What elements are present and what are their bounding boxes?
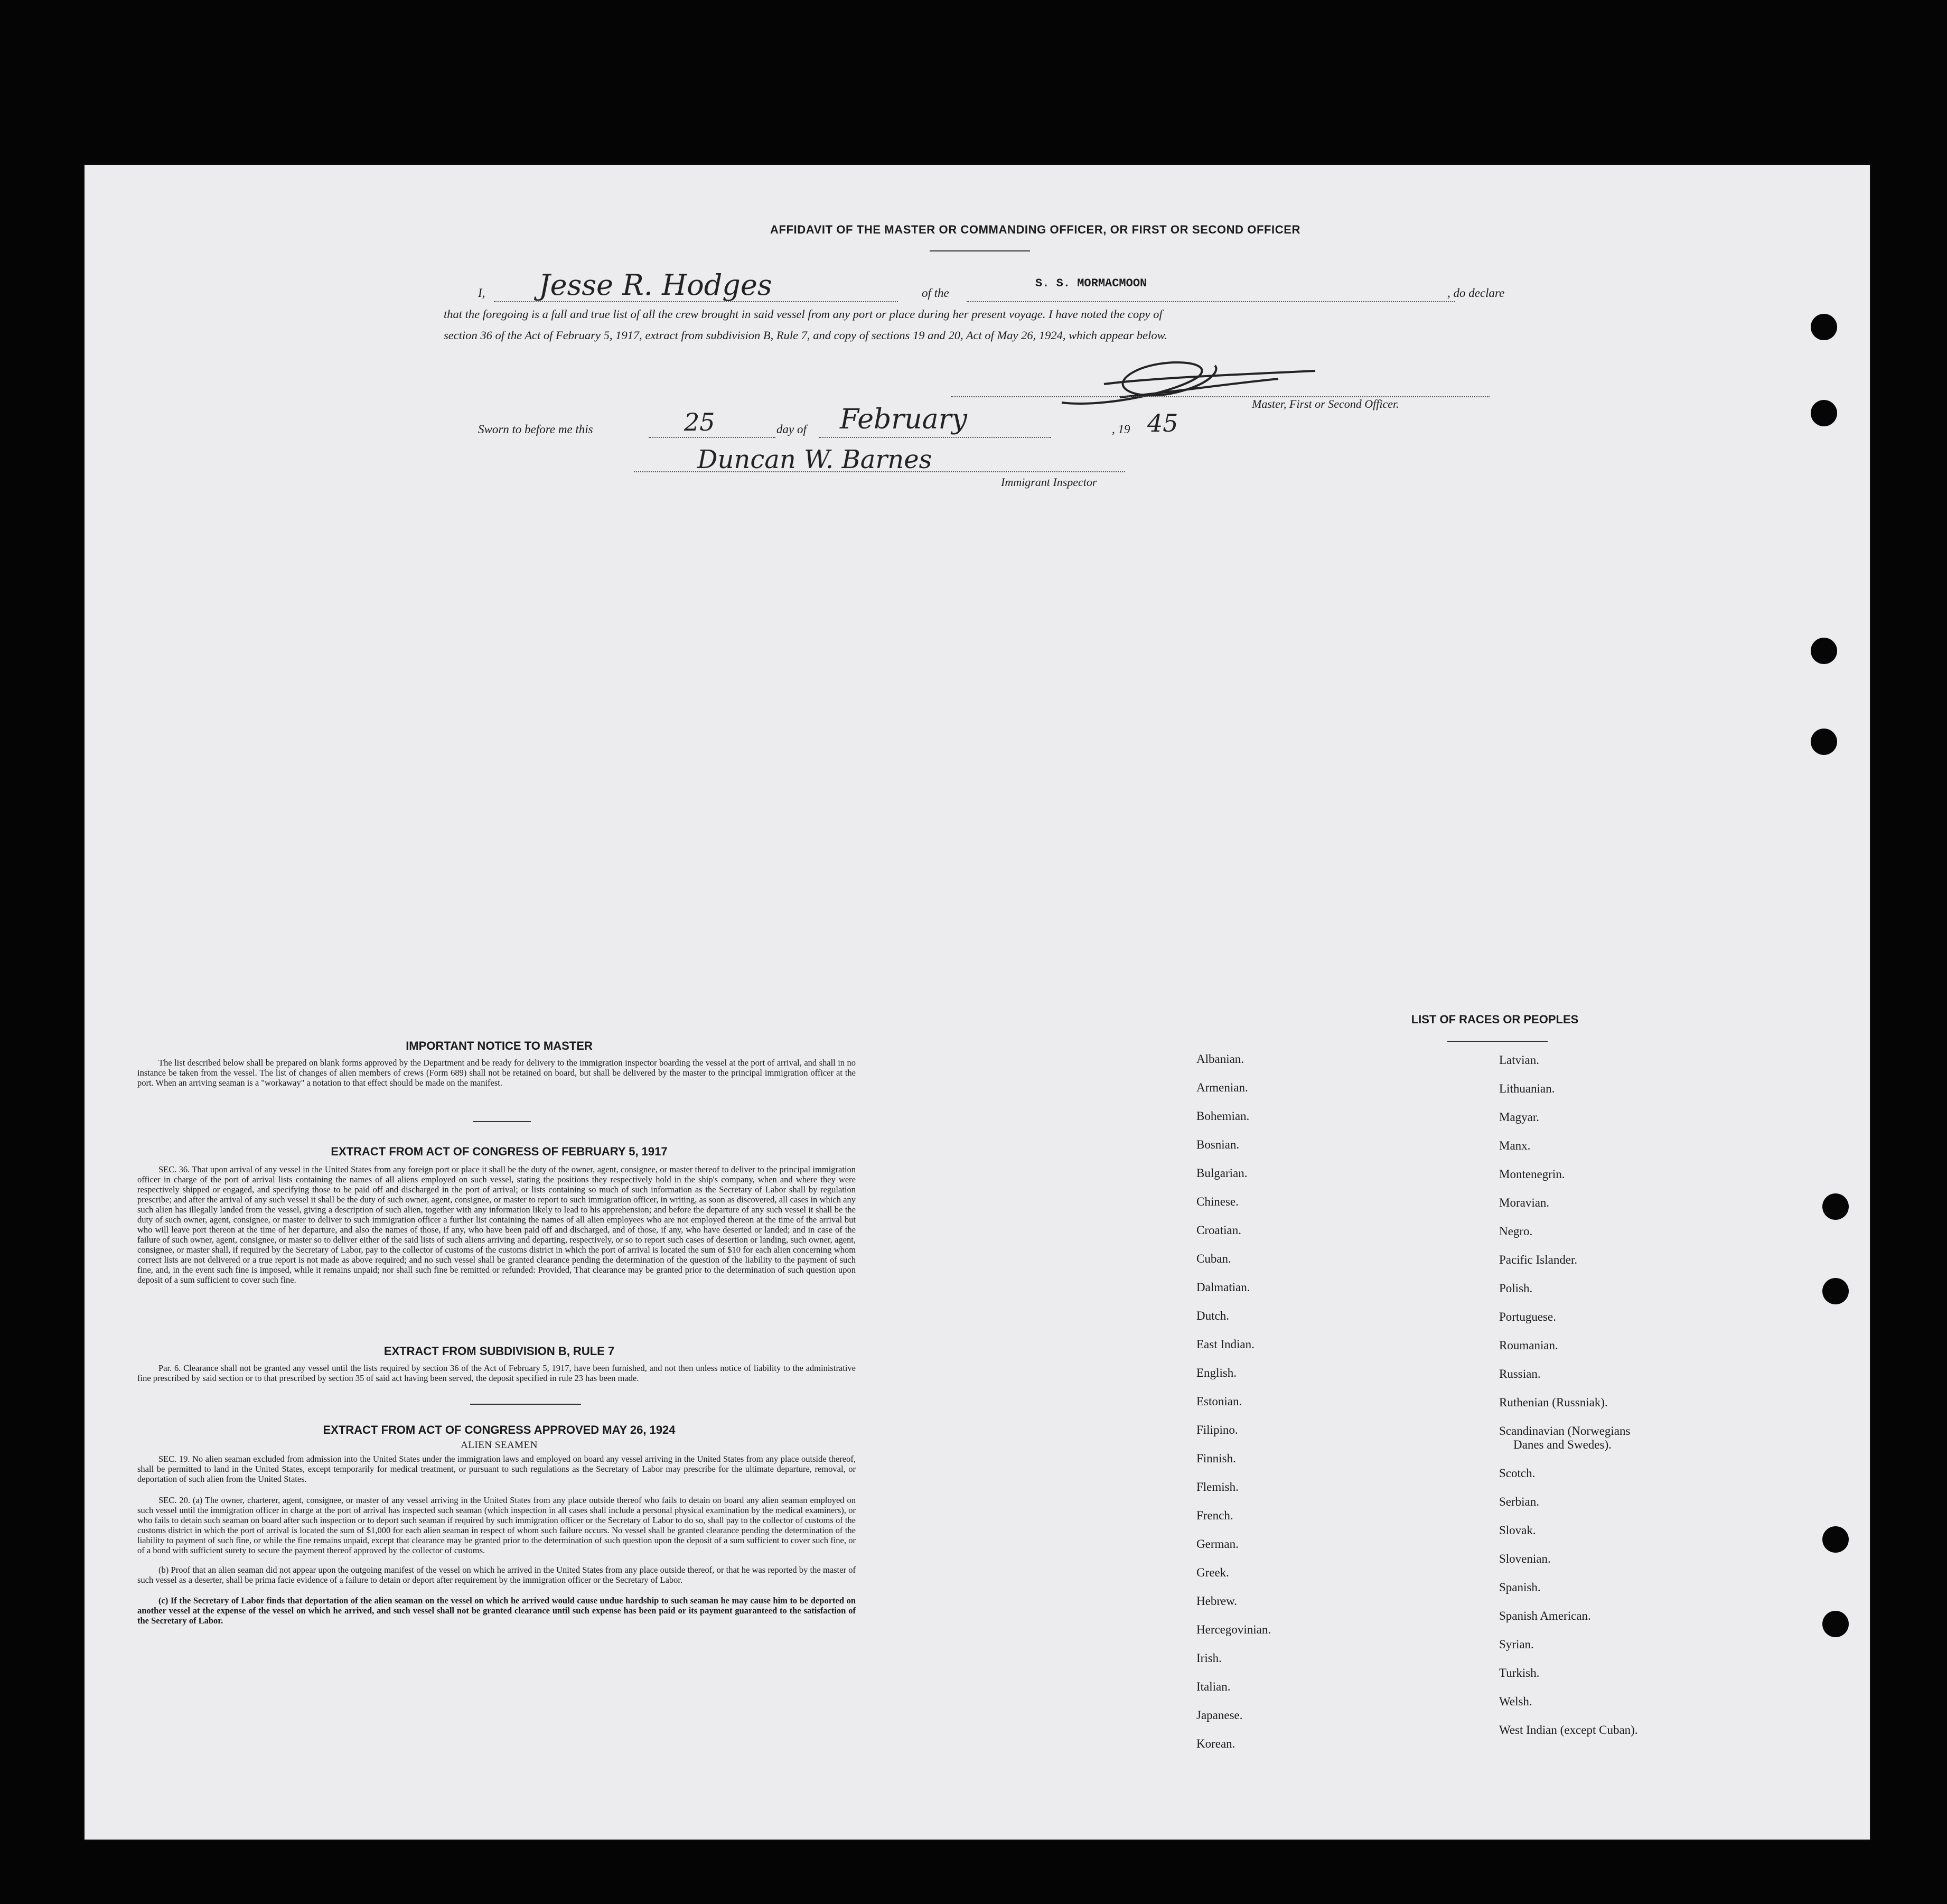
race-right-item: Serbian. xyxy=(1499,1495,1540,1508)
binder-hole xyxy=(1822,1611,1849,1637)
race-right-item: Latvian. xyxy=(1499,1053,1539,1067)
i-label: I, xyxy=(478,286,485,300)
inspector-signature: Duncan W. Barnes xyxy=(697,445,932,474)
year-prefix: , 19 xyxy=(1112,423,1130,436)
affidavit-title: AFFIDAVIT OF THE MASTER OR COMMANDING OFFICER, OR FIRST OR SECOND OFFICER xyxy=(770,223,1301,236)
master-signature-line xyxy=(951,396,1490,397)
rule-7-title: EXTRACT FROM SUBDIVISION B, RULE 7 xyxy=(383,1345,615,1358)
race-left-item: Cuban. xyxy=(1196,1252,1231,1265)
vessel-line xyxy=(967,301,1455,302)
of-the-label: of the xyxy=(922,286,949,300)
rule-7-text: Par. 6. Clearance shall not be granted any vessel until the lists required by section 36 of the Act of February 5, 1917, have been furnished, and not then unless notice of liability to the administrative fine prescribed by said section or to that prescribed by section 35 of said act having been served, the deposit specified in rule 23 has been made. xyxy=(137,1363,856,1383)
race-left-item: Japanese. xyxy=(1196,1709,1243,1722)
race-right-item: Slovenian. xyxy=(1499,1552,1551,1565)
race-left-item: Flemish. xyxy=(1196,1480,1239,1494)
declare-label: , do declare xyxy=(1447,286,1505,300)
race-left-item: Filipino. xyxy=(1196,1423,1238,1436)
race-left-item: French. xyxy=(1196,1509,1233,1522)
race-left-item: Bohemian. xyxy=(1196,1109,1250,1123)
master-name-signature: Jesse R. Hodges xyxy=(539,268,772,302)
race-right-item: Negro. xyxy=(1499,1225,1533,1238)
sworn-day-line xyxy=(649,437,775,438)
race-left-item: Italian. xyxy=(1196,1680,1231,1693)
race-right-item: Portuguese. xyxy=(1499,1310,1556,1323)
declaration-line-2: that the foregoing is a full and true list of all the crew brought in said vessel from any port or place during her present voyage. I have noted the copy of xyxy=(444,307,1163,321)
extract-1924-sec-19: SEC. 19. No alien seaman excluded from admission into the United States under the immigration laws and employed on board any vessel arriving in the United States from any place outside thereof, shall be permitted to land in the United States, except temporarily for medical treatment, or pursuant to such regulations as the Secretary of Labor may prescribe for the ultimate departure, removal, or deportation of such alien from the United States. xyxy=(137,1454,856,1484)
race-left-item: Bulgarian. xyxy=(1196,1166,1248,1180)
race-left-item: Dutch. xyxy=(1196,1309,1229,1322)
race-left-item: East Indian. xyxy=(1196,1338,1255,1351)
race-right-item: Scandinavian (Norwegians xyxy=(1499,1424,1631,1438)
extract-1924-sec-20c: (c) If the Secretary of Labor finds that deportation of the alien seaman on the vessel on which he arrived would cause undue hardship to such seaman he may cause him to be deported on another vessel at the expense of the vessel on which he arrived, and such vessel shall not be granted clearance until such expense has been paid or its payment guaranteed to the satisfaction of the Secretary of Labor. xyxy=(137,1595,856,1626)
race-right-item: Russian. xyxy=(1499,1367,1541,1380)
race-right-item: Welsh. xyxy=(1499,1695,1532,1708)
binder-hole xyxy=(1811,314,1837,340)
races-title: LIST OF RACES OR PEOPLES xyxy=(1411,1013,1579,1026)
race-right-item: Pacific Islander. xyxy=(1499,1253,1578,1266)
binder-hole xyxy=(1811,400,1837,426)
race-left-item: Hercegovinian. xyxy=(1196,1623,1271,1636)
race-left-item: Estonian. xyxy=(1196,1395,1242,1408)
sworn-month: February xyxy=(840,404,967,435)
race-right-item: Danes and Swedes). xyxy=(1513,1438,1612,1451)
race-right-item: Spanish. xyxy=(1499,1581,1541,1594)
races-divider xyxy=(1447,1041,1548,1042)
race-left-item: English. xyxy=(1196,1366,1237,1379)
title-divider xyxy=(930,250,1030,251)
document-page xyxy=(85,165,1870,1840)
race-right-item: Syrian. xyxy=(1499,1638,1534,1651)
race-right-item: Magyar. xyxy=(1499,1110,1540,1124)
binder-hole xyxy=(1811,729,1837,755)
extract-1917-title: EXTRACT FROM ACT OF CONGRESS OF FEBRUARY 5, 1917 xyxy=(331,1145,668,1158)
year-suffix: 45 xyxy=(1147,409,1178,437)
sworn-label: Sworn to before me this xyxy=(478,423,593,436)
extract-1924-sec-20a: SEC. 20. (a) The owner, charterer, agent, consignee, or master of any vessel arriving in the United States from any place outside thereof who fails to detain on board any alien seaman employed on such vessel until the immigration officer in charge at the port of arrival has inspected such seaman (which inspection in all cases shall include a personal physical examination by the medical examiners), or who fails to detain such seaman on board after such inspection or to deport such seaman if required by such immigration officer or the Secretary of Labor to do so, shall pay to the collector of customs of the customs district in which the port of arrival is located the sum of $1,000 for each alien seaman in respect of whom such failure occurs. No vessel shall be granted clearance pending the determination of the liability to payment of such fine, or while the fine remains unpaid, except that clearance may be granted prior to the determination of such question upon the deposit of a sum sufficient to cover such fine, or of a bond with sufficient surety to secure the payment thereof approved by the collector of customs. xyxy=(137,1495,856,1555)
sworn-day: 25 xyxy=(684,408,715,436)
notice-text: The list described below shall be prepared on blank forms approved by the Department and be ready for delivery to the immigration inspector boarding the vessel at the port of arrival, and shall in no instance be taken from the vessel. The list of changes of alien members of crews (Form 689) shall not be retained on board, but shall be delivered by the master to the principal immigration officer at the port. When an arriving seaman is a "workaway" a notation to that effect should be made on the manifest. xyxy=(137,1058,856,1088)
race-right-item: Scotch. xyxy=(1499,1467,1536,1480)
day-of-label: day of xyxy=(776,423,807,436)
race-right-item: Roumanian. xyxy=(1499,1339,1558,1352)
extract-1924-subtitle: ALIEN SEAMEN xyxy=(461,1440,538,1451)
race-right-item: West Indian (except Cuban). xyxy=(1499,1723,1638,1737)
race-left-item: Bosnian. xyxy=(1196,1138,1240,1151)
race-right-item: Polish. xyxy=(1499,1282,1533,1295)
notice-title: IMPORTANT NOTICE TO MASTER xyxy=(406,1039,593,1052)
race-left-item: Korean. xyxy=(1196,1737,1235,1750)
race-right-item: Ruthenian (Russniak). xyxy=(1499,1396,1608,1409)
extract-1924-title: EXTRACT FROM ACT OF CONGRESS APPROVED MAY 26, 1924 xyxy=(323,1423,676,1436)
race-right-item: Lithuanian. xyxy=(1499,1082,1555,1095)
race-right-item: Spanish American. xyxy=(1499,1609,1591,1622)
race-left-item: Irish. xyxy=(1196,1651,1222,1665)
master-signature-caption: Master, First or Second Officer. xyxy=(1252,397,1399,410)
race-left-item: Chinese. xyxy=(1196,1195,1239,1208)
race-right-item: Turkish. xyxy=(1499,1666,1540,1679)
vessel-name: S. S. MORMACMOON xyxy=(1035,277,1147,290)
race-right-item: Manx. xyxy=(1499,1139,1531,1152)
name-line xyxy=(494,301,898,302)
inspector-caption: Immigrant Inspector xyxy=(1001,475,1097,489)
race-left-item: Dalmatian. xyxy=(1196,1281,1250,1294)
race-right-item: Montenegrin. xyxy=(1499,1168,1565,1181)
inspector-line xyxy=(634,471,1125,472)
race-left-item: Greek. xyxy=(1196,1566,1229,1579)
race-right-item: Slovak. xyxy=(1499,1524,1536,1537)
race-left-item: Finnish. xyxy=(1196,1452,1236,1465)
extract-1924-sec-20b: (b) Proof that an alien seaman did not appear upon the outgoing manifest of the vessel on which he arrived in the United States from any place outside thereof, or that he was reported by the master of such vessel as a deserter, shall be prima facie evidence of a failure to detain or deport after requirement by the immigration officer or the Secretary of Labor. xyxy=(137,1565,856,1585)
notice-divider xyxy=(473,1121,531,1122)
race-left-item: German. xyxy=(1196,1537,1239,1551)
binder-hole xyxy=(1822,1193,1849,1220)
binder-hole xyxy=(1822,1526,1849,1553)
race-left-item: Albanian. xyxy=(1196,1052,1244,1066)
rule-7-divider xyxy=(470,1404,581,1405)
race-left-item: Croatian. xyxy=(1196,1224,1241,1237)
race-left-item: Hebrew. xyxy=(1196,1594,1238,1608)
binder-hole xyxy=(1822,1278,1849,1304)
race-left-item: Armenian. xyxy=(1196,1081,1248,1094)
declaration-line-3: section 36 of the Act of February 5, 1917, extract from subdivision B, Rule 7, and copy of sections 19 and 20, Act of May 26, 1924, which appear below. xyxy=(444,329,1167,342)
extract-1917-text: SEC. 36. That upon arrival of any vessel in the United States from any foreign port or place it shall be the duty of the owner, agent, consignee, or master thereof to deliver to the principal immigration officer in charge of the port of arrival lists containing the names of all aliens employed on such vessel, stating the positions they respectively hold in the ship's company, when and where they were respectively shipped or engaged, and specifying those to be paid off and discharged in the port of arrival; or lists containing so much of such information as the Secretary of Labor shall by regulation prescribe; and after the arrival of any such vessel it shall be the duty of such owner, agent, consignee, or master to report to such immigration officer, in writing, as soon as discovered, all cases in which any such alien has illegally landed from the vessel, giving a description of such alien, together with any information likely to lead to his apprehension; and before the departure of any such vessel it shall be the duty of such owner, agent, consignee, or master to deliver to such immigration officer a further list containing the names of all alien employees who are not employed thereon at the time of the arrival but who will leave port thereon at the time of her departure, and also the names of those, if any, who have been paid off and discharged, and of those, if any, who have deserted or landed; and in case of the failure of such owner, agent, consignee, or master so to deliver either of the said lists of such aliens arriving and departing, respectively, or so to report such cases of desertion or landing, such owner, agent, consignee, or master shall, if required by the Secretary of Labor, pay to the collector of customs of the customs district in which the port of arrival is located the sum of $10 for each alien concerning whom correct lists are not delivered or a true report is not made as above required; and no such vessel shall be granted clearance pending the determination of the question of the liability to the payment of such fine, and, in the event such fine is imposed, while it remains unpaid; nor shall such fine be remitted or refunded: Provided, That clearance may be granted prior to the determination of such question upon deposit of a sum sufficient to cover such fine. xyxy=(137,1164,856,1285)
sworn-month-line xyxy=(819,437,1051,438)
binder-hole xyxy=(1811,638,1837,664)
race-right-item: Moravian. xyxy=(1499,1196,1550,1209)
